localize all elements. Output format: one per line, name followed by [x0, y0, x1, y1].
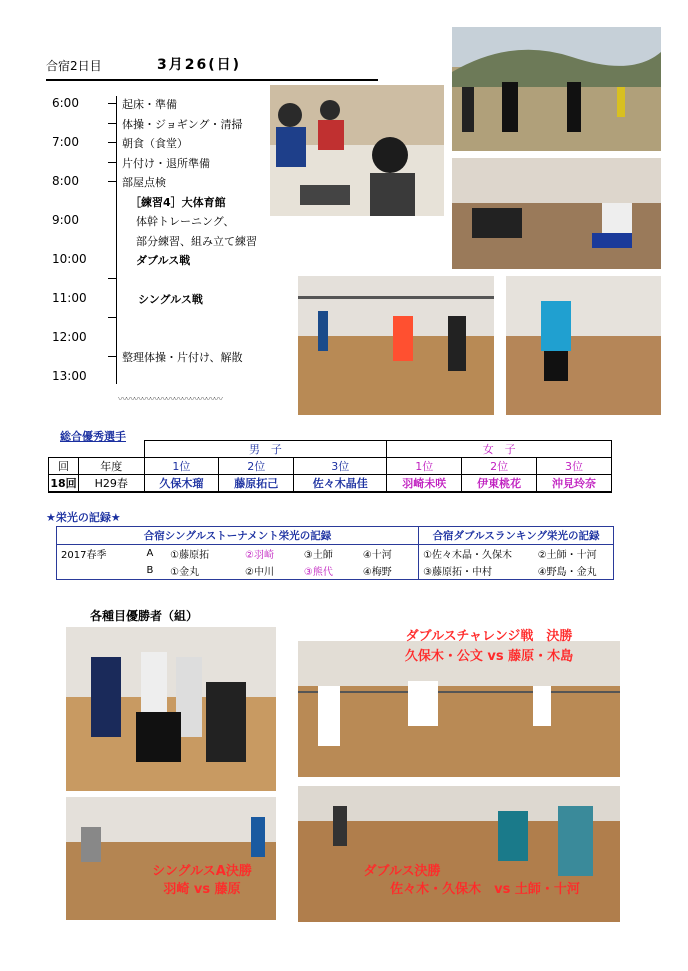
- winners-group-photo: [66, 627, 276, 791]
- singles-rank: ③熊代: [303, 567, 333, 578]
- schedule-times: [52, 96, 92, 408]
- time-label: 8:00: [52, 174, 79, 188]
- schedule-event: 朝食（食堂）: [122, 137, 188, 150]
- rank-header: 1位: [144, 458, 219, 475]
- season-header: 年度: [79, 458, 145, 475]
- male-winner: 佐々木晶佳: [294, 475, 387, 493]
- breakfast-photo: [270, 85, 444, 216]
- singles-rank: ④梅野: [359, 562, 419, 580]
- time-label: 13:00: [52, 369, 87, 383]
- timeline-tick: [108, 181, 116, 182]
- table-row: [57, 527, 614, 545]
- challenge-match: [360, 645, 618, 664]
- wavy-divider: 〰〰〰〰〰〰〰〰〰〰〰〰〰: [118, 395, 223, 405]
- round-header: 回: [49, 458, 79, 475]
- caption-text: ダブルス決勝: [363, 864, 441, 879]
- season-cell: H29春: [79, 475, 145, 493]
- male-header: 男 子: [144, 441, 387, 458]
- time-label: 12:00: [52, 330, 87, 344]
- table-row: [49, 441, 612, 458]
- singles-rank: ②中川: [245, 567, 274, 578]
- female-winner: 羽崎未咲: [387, 475, 462, 493]
- rank-header: 2位: [462, 458, 537, 475]
- schedule-event: 片付け・退所準備: [122, 157, 210, 170]
- singles-play-photo: [506, 276, 661, 415]
- rank-header: 3位: [537, 458, 612, 475]
- singles-final-photo: [66, 797, 276, 920]
- time-label: 6:00: [52, 96, 79, 110]
- schedule-event: 体操・ジョギング・清掃: [122, 118, 243, 131]
- rank-header: 2位: [219, 458, 294, 475]
- singles-rank: ③土師: [303, 550, 333, 561]
- awards-title: 総合優秀選手: [60, 430, 126, 443]
- table-row: [49, 458, 612, 475]
- doubles-header: 合宿ダブルスランキング栄光の記録: [419, 527, 614, 545]
- rank-header: 1位: [387, 458, 462, 475]
- male-winner: 久保木瑠: [144, 475, 219, 493]
- singles-rank: ①藤原拓: [170, 550, 210, 561]
- header-rule: [46, 79, 378, 81]
- doubles-final-title: [352, 860, 452, 879]
- doubles-play-photo: [298, 276, 494, 415]
- female-winner: 伊東桃花: [462, 475, 537, 493]
- doubles-final-photo: [298, 786, 620, 922]
- timeline-tick: [108, 103, 116, 104]
- singles-final-match: [146, 878, 258, 897]
- caption-text: 佐々木・久保木 vs 土師・十河: [390, 882, 580, 897]
- round-cell: 18回: [49, 475, 79, 493]
- schedule-event: ［練習4］大体育館: [130, 196, 226, 209]
- records-table: [56, 526, 614, 580]
- timeline-axis: [116, 96, 117, 384]
- schedule-event: 整理体操・片付け、解散: [122, 351, 243, 364]
- female-header: 女 子: [387, 441, 612, 458]
- singles-rank: ①金丸: [170, 567, 200, 578]
- winners-title: 各種目優勝者（組）: [90, 609, 199, 623]
- timeline-tick: [108, 317, 116, 318]
- schedule-event: 体幹トレーニング、: [136, 215, 235, 228]
- female-winner: 沖見玲奈: [537, 475, 612, 493]
- records-title: ★栄光の記録★: [46, 511, 121, 524]
- rank-header: 3位: [294, 458, 387, 475]
- division-label: B: [146, 565, 154, 576]
- singles-rank: ④十河: [359, 545, 419, 563]
- timeline-tick: [108, 142, 116, 143]
- schedule-event: シングルス戦: [138, 293, 203, 306]
- singles-rank: ②羽崎: [245, 550, 274, 561]
- day-label: 合宿2日目: [46, 59, 102, 73]
- doubles-rank: ④野島・金丸: [537, 567, 597, 578]
- schedule-event: ダブルス戦: [136, 254, 191, 267]
- division-label: A: [146, 548, 154, 559]
- timeline-tick: [108, 356, 116, 357]
- schedule-event: 起床・準備: [122, 98, 177, 111]
- schedule-event: 部屋点検: [122, 176, 166, 189]
- awards-table: [48, 440, 612, 493]
- season-cell: 2017春季: [61, 550, 107, 561]
- timeline-tick: [108, 278, 116, 279]
- date-title: 3月26(日): [157, 57, 242, 73]
- doubles-rank: ②土師・十河: [537, 550, 597, 561]
- caption-text: ダブルスチャレンジ戦 決勝: [405, 629, 573, 644]
- doubles-rank: ③藤原拓・中村: [423, 567, 493, 578]
- time-label: 10:00: [52, 252, 87, 266]
- schedule-event: 部分練習、組み立て練習: [136, 235, 257, 248]
- timeline-tick: [108, 162, 116, 163]
- singles-final-title: [146, 860, 258, 879]
- caption-text: 羽崎 vs 藤原: [163, 882, 241, 897]
- time-label: 11:00: [52, 291, 87, 305]
- caption-text: シングルスA決勝: [152, 864, 252, 879]
- time-label: 9:00: [52, 213, 79, 227]
- trunk-training-photo: [452, 158, 661, 269]
- doubles-final-match: [360, 878, 610, 897]
- male-winner: 藤原拓己: [219, 475, 294, 493]
- table-row: [57, 562, 614, 580]
- time-label: 7:00: [52, 135, 79, 149]
- warmup-field-photo: [452, 27, 661, 151]
- table-row: [49, 475, 612, 493]
- doubles-rank: ①佐々木晶・久保木: [423, 550, 513, 561]
- table-row: [57, 545, 614, 563]
- singles-header: 合宿シングルストーナメント栄光の記録: [57, 527, 419, 545]
- caption-text: 久保木・公文 vs 藤原・木島: [404, 649, 574, 664]
- timeline-tick: [108, 123, 116, 124]
- challenge-title: [360, 625, 618, 644]
